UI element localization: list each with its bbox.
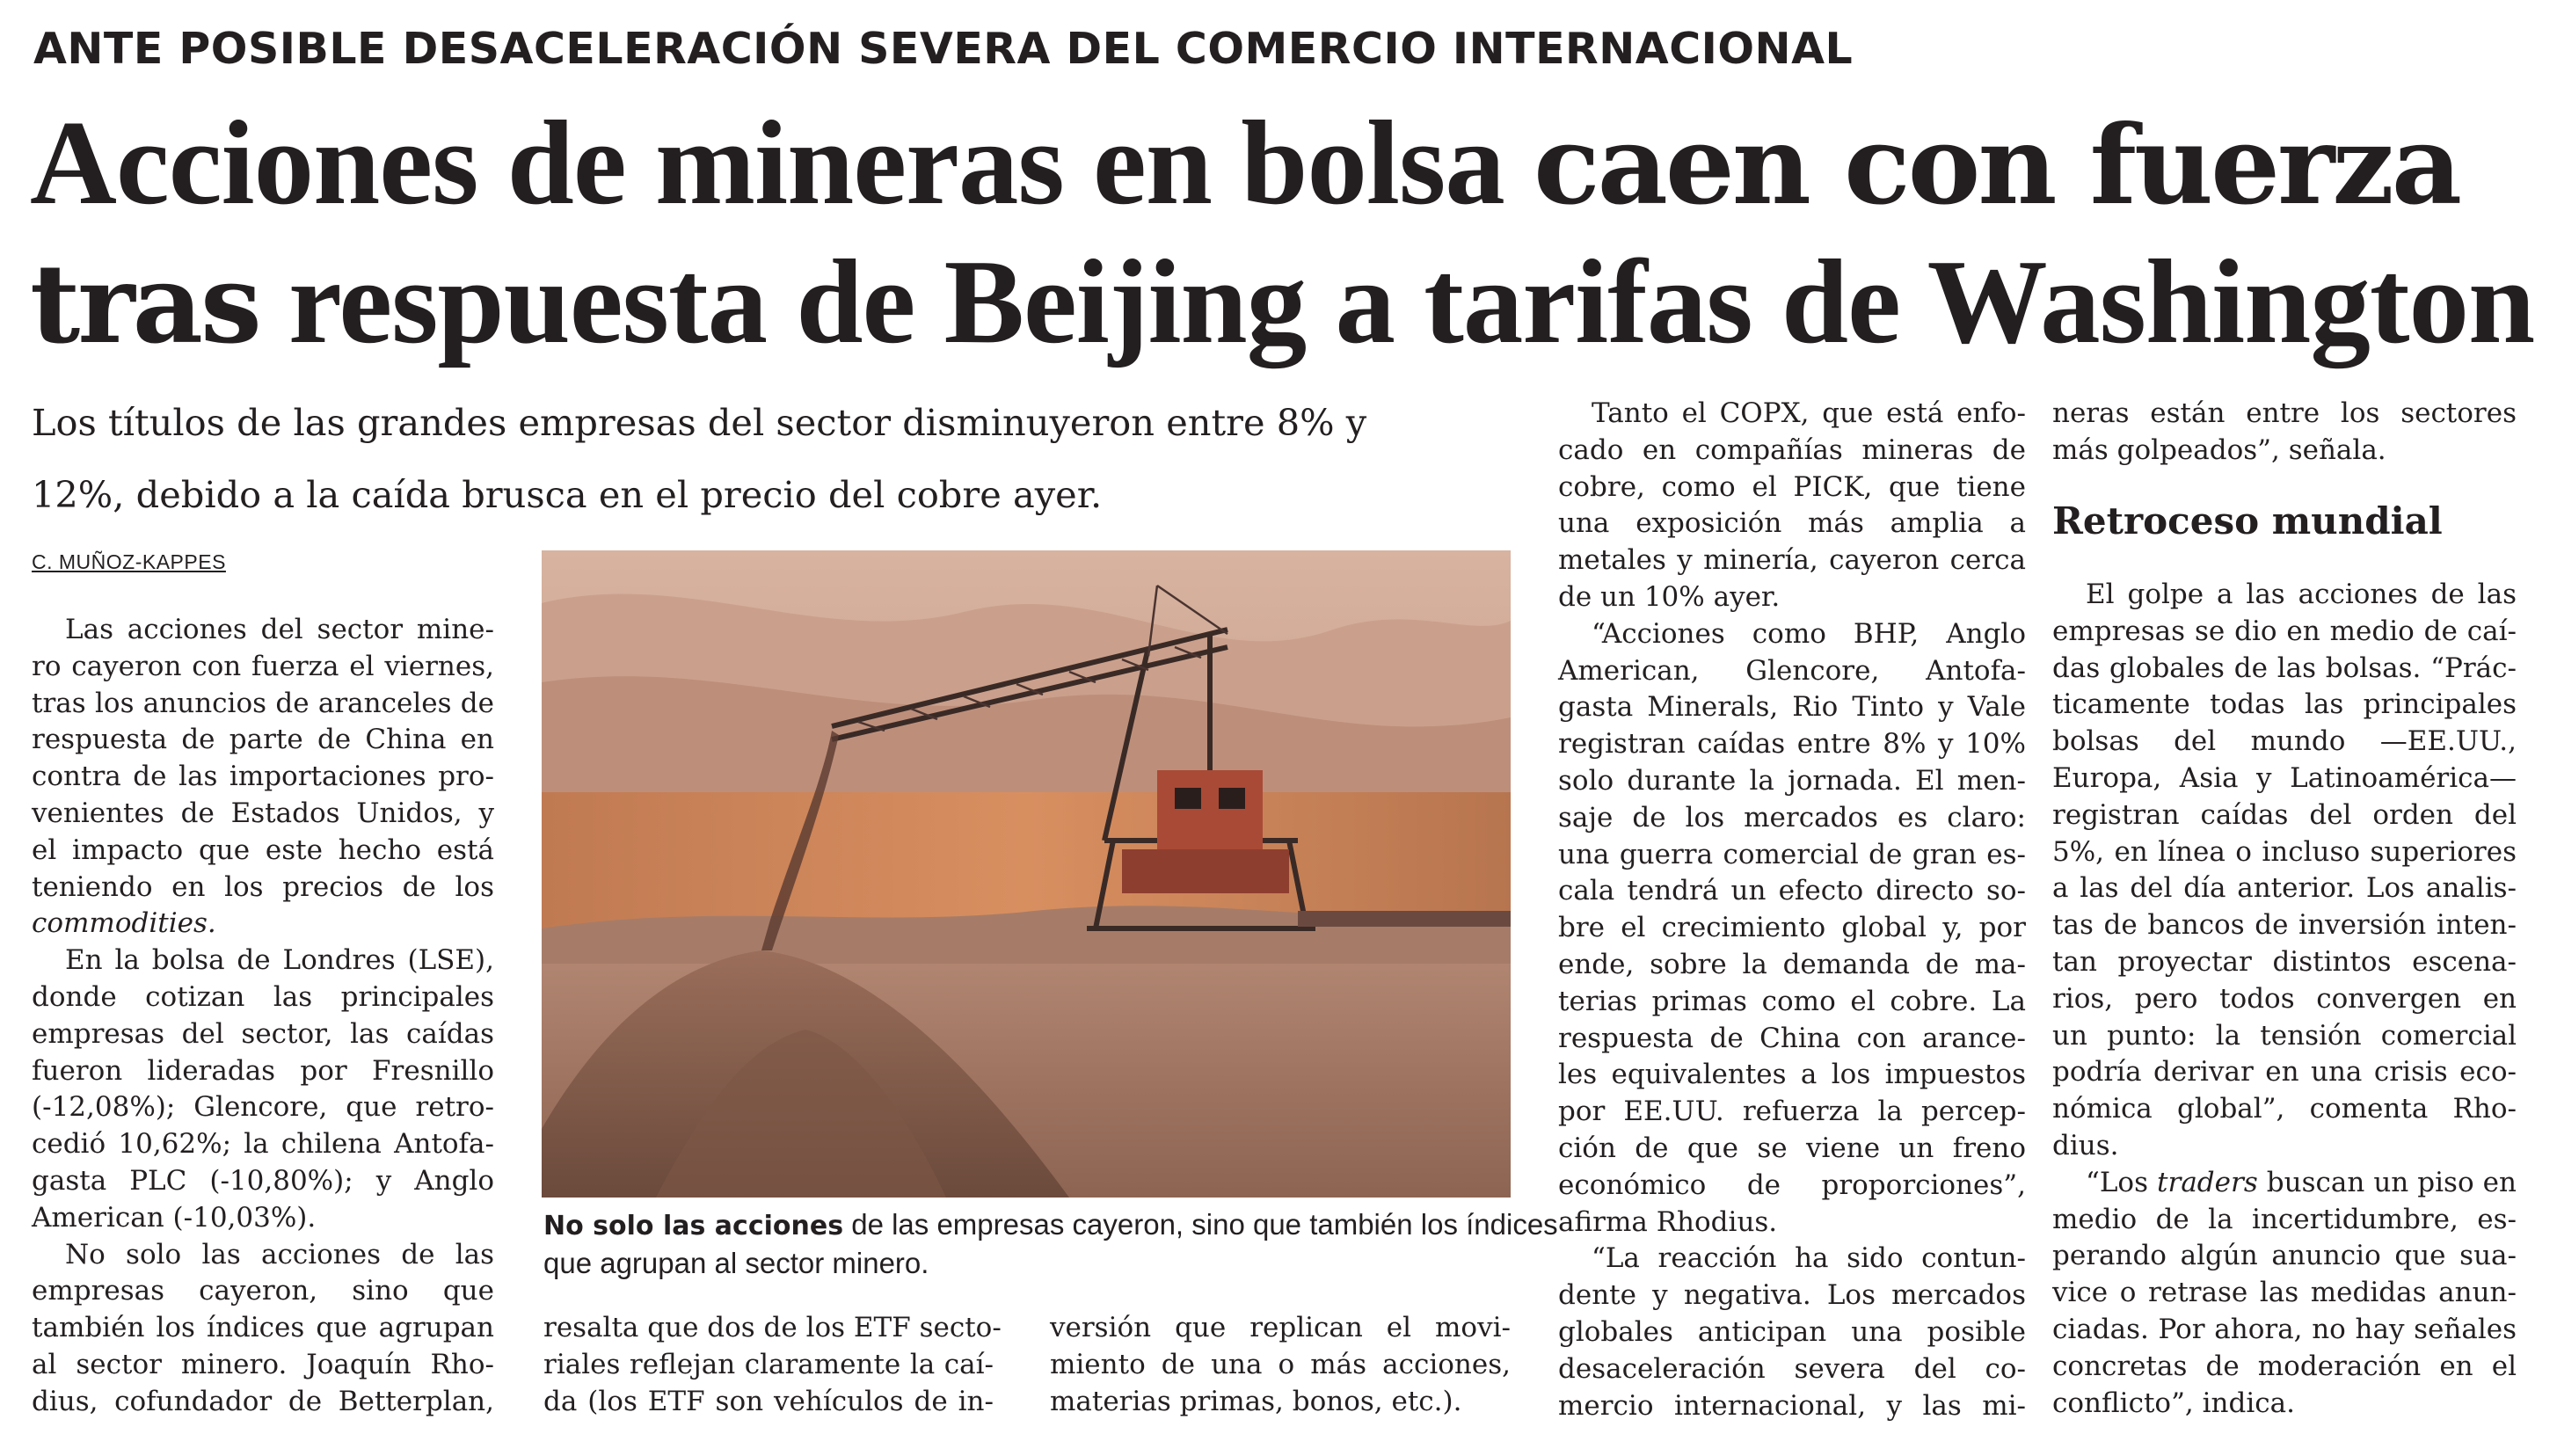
headline	[30, 95, 2545, 373]
text-line: El golpe a las acciones de las	[2086, 579, 2517, 610]
column-2	[543, 1310, 1002, 1420]
italic-term: commodities.	[32, 907, 216, 940]
text-line: gasta Minerals, Rio Tinto y Vale	[1558, 691, 2026, 724]
deck-line-2: 12%, debido a la caída brusca en el precio del cobre ayer.	[32, 473, 1103, 516]
text-line: económico de proporciones”,	[1558, 1168, 2026, 1201]
text-line: mercio internacional, y las mi-	[1558, 1389, 2026, 1422]
text-line: perando algún anuncio que sua-	[2052, 1240, 2517, 1272]
text-line: dente y negativa. Los mercados	[1558, 1279, 2026, 1312]
text-line: más golpeados”, señala.	[2052, 433, 2386, 466]
caption-line-1-rest: de las empresas cayeron, sino que también los índices	[843, 1208, 1558, 1241]
text-line: una exposición más amplia a	[1558, 507, 2026, 540]
text-line: ro cayeron con fuerza el viernes,	[32, 650, 494, 682]
text-line: resalta que dos de los ETF secto-	[543, 1312, 1002, 1343]
text-line	[32, 906, 494, 943]
text-line: globales anticipan una posible	[1558, 1315, 2026, 1348]
headline-line-2-regular: respuesta de Beijing a tarifas de Washington	[259, 235, 2535, 368]
text-line: donde cotizan las principales	[32, 980, 494, 1013]
text-line: solo durante la jornada. El men-	[1558, 764, 2026, 797]
text-line: (-12,08%); Glencore, que retro-	[32, 1091, 494, 1124]
text-line: fueron lideradas por Fresnillo	[32, 1054, 494, 1087]
text-line: versión que replican el movi-	[1050, 1312, 1511, 1343]
column-5-top	[2052, 396, 2517, 470]
text-line: bre el crecimiento global y, por	[1558, 912, 2026, 944]
text-line: el impacto que este hecho está	[32, 834, 494, 866]
text-line: ende, sobre la demanda de ma-	[1558, 948, 2026, 980]
text-line: dius.	[2052, 1129, 2119, 1161]
text-line: En la bolsa de Londres (LSE),	[65, 944, 494, 977]
text-line: Europa, Asia y Latinoamérica—	[2052, 761, 2517, 794]
text-line: tras los anuncios de aranceles de	[32, 687, 494, 719]
text-line: terias primas como el cobre. La	[1558, 985, 2026, 1017]
text-line: teniendo en los precios de los	[32, 870, 494, 903]
photo-caption	[543, 1206, 1558, 1282]
text-line: das globales de las bolsas. “Prác-	[2052, 652, 2517, 684]
text-line: bolsas del mundo —EE.UU.,	[2052, 725, 2517, 758]
headline-line-2	[30, 234, 2545, 373]
text-line: tas de bancos de inversión inten-	[2052, 909, 2517, 942]
headline-line-1	[30, 95, 2545, 234]
column-4	[1558, 396, 2026, 1424]
text-line: respuesta de parte de China en	[32, 724, 494, 756]
text-line: saje de los mercados es claro:	[1558, 801, 2026, 834]
italic-term: traders	[2157, 1166, 2258, 1198]
text-line: afirma Rhodius.	[1558, 1205, 1778, 1238]
deck	[32, 387, 1526, 531]
text-line: registran caídas entre 8% y 10%	[1558, 728, 2026, 761]
column-3	[1050, 1310, 1511, 1420]
text-line: podría derivar en una crisis eco-	[2052, 1056, 2517, 1088]
text-line: ción de que se viene un freno	[1558, 1132, 2026, 1164]
text-line: medio de la incertidumbre, es-	[2052, 1203, 2517, 1235]
headline-line-2-bold: tras	[30, 241, 259, 368]
text-line: ticamente todas las principales	[2052, 688, 2517, 721]
text-line: empresas del sector, las caídas	[32, 1017, 494, 1050]
headline-line-1-bold: caen con fuerza	[1533, 102, 2460, 229]
text-line: al sector minero. Joaquín Rho-	[32, 1348, 494, 1380]
stacker-reclaimer-image	[542, 550, 1511, 1198]
text-line: les equivalentes a los impuestos	[1558, 1059, 2026, 1091]
text-line: un punto: la tensión comercial	[2052, 1019, 2517, 1052]
text-line: “Acciones como BHP, Anglo	[1592, 617, 2026, 650]
subhead: Retroceso mundial	[2052, 499, 2443, 542]
machine-cab	[1157, 770, 1263, 849]
text-line: desaceleración severa del co-	[1558, 1352, 2026, 1385]
text-line: empresas se dio en medio de caí-	[2052, 615, 2517, 647]
kicker: ANTE POSIBLE DESACELERACIÓN SEVERA DEL COMERCIO INTERNACIONAL	[33, 24, 1854, 74]
text-line: 5%, en línea o incluso superiores	[2052, 835, 2517, 868]
text-line: nómica global”, comenta Rho-	[2052, 1093, 2517, 1125]
text-line: conflicto”, indica.	[2052, 1387, 2295, 1419]
text-line: materias primas, bonos, etc.).	[1050, 1385, 1462, 1417]
text-line: metales y minería, cayeron cerca	[1558, 544, 2026, 577]
text-line: cedió 10,62%; la chilena Antofa-	[32, 1128, 494, 1161]
text-line: vice o retrase las medidas anun-	[2052, 1277, 2517, 1309]
column-5	[2052, 577, 2517, 1422]
text-line: cala tendrá un efecto directo so-	[1558, 875, 2026, 907]
text-line: contra de las importaciones pro-	[32, 761, 494, 793]
text-line: “Los traders buscan un piso en	[2086, 1166, 2517, 1198]
text-line: Tanto el COPX, que está enfo-	[1592, 397, 2026, 429]
text-line: neras están entre los sectores	[2052, 397, 2517, 429]
text-line: de un 10% ayer.	[1558, 580, 1781, 613]
text-line: concretas de moderación en el	[2052, 1350, 2517, 1382]
text-line: empresas cayeron, sino que	[32, 1275, 494, 1307]
text-line: a las del día anterior. Los analis-	[2052, 872, 2517, 905]
text-line: también los índices que agrupan	[32, 1312, 494, 1344]
text-line: por EE.UU. refuerza la percep-	[1558, 1096, 2026, 1128]
text-line: “La reacción ha sido contun-	[1592, 1242, 2026, 1275]
text-line: respuesta de China con arance-	[1558, 1022, 2026, 1054]
text-line: miento de una o más acciones,	[1050, 1348, 1511, 1380]
caption-line-2: que agrupan al sector minero.	[543, 1247, 929, 1279]
caption-line-1	[543, 1206, 1558, 1245]
text-line: ciadas. Por ahora, no hay señales	[2052, 1313, 2517, 1345]
byline: C. MUÑOZ-KAPPES	[32, 550, 226, 573]
text-line: gasta PLC (-10,80%); y Anglo	[32, 1164, 494, 1197]
text-line: da (los ETF son vehículos de in-	[543, 1385, 994, 1417]
text-line: American (-10,03%).	[32, 1201, 317, 1234]
deck-line-1: Los títulos de las grandes empresas del sector disminuyeron entre 8% y	[32, 401, 1367, 444]
mining-photo	[542, 550, 1511, 1198]
text-line: No solo las acciones de las	[65, 1238, 494, 1270]
text-line: registran caídas del orden del	[2052, 798, 2517, 831]
caption-bold: No solo las acciones	[543, 1211, 844, 1241]
text-line: rios, pero todos convergen en	[2052, 982, 2517, 1015]
text-line: American, Glencore, Antofa-	[1558, 654, 2026, 687]
text-line: cado en compañías mineras de	[1558, 433, 2026, 466]
text-line: Las acciones del sector mine-	[65, 614, 494, 645]
text-line: dius, cofundador de Betterplan,	[32, 1385, 494, 1417]
column-1	[32, 612, 494, 1421]
text-line: venientes de Estados Unidos, y	[32, 797, 494, 829]
headline-line-1-regular: Acciones de mineras en bolsa	[30, 96, 1534, 229]
text-line: riales reflejan claramente la caí-	[543, 1348, 994, 1380]
text-line: cobre, como el PICK, que tiene	[1558, 470, 2026, 503]
text-line: tan proyectar distintos escena-	[2052, 945, 2517, 978]
text-line: una guerra comercial de gran es-	[1558, 838, 2026, 870]
